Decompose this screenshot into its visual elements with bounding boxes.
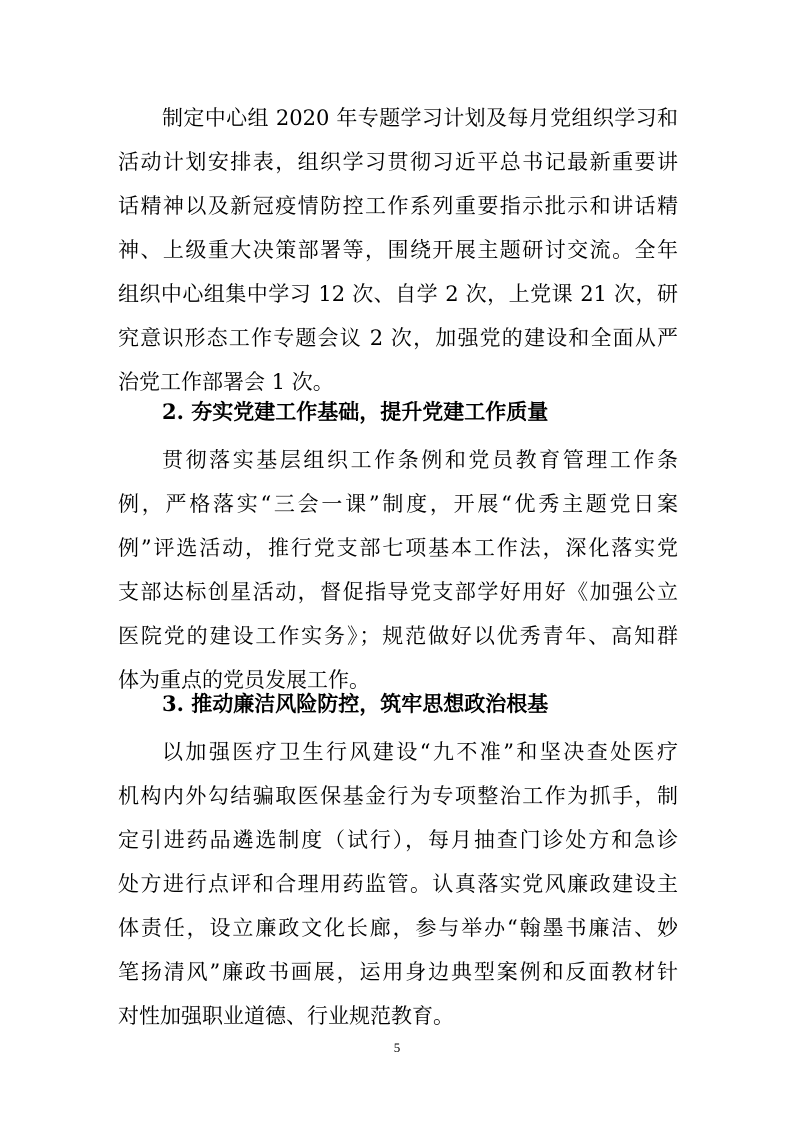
paragraph-line: 体为重点的党员发展工作。 bbox=[118, 668, 370, 692]
paragraph-line: 组织中心组集中学习 12 次、自学 2 次，上党课 21 次，研 bbox=[118, 282, 678, 306]
section-heading-party-building: 2. 夯实党建工作基础，提升党建工作质量 bbox=[162, 399, 549, 424]
paragraph-line: 究意识形态工作专题会议 2 次，加强党的建设和全面从严 bbox=[118, 326, 678, 350]
paragraph-line: 神、上级重大决策部署等，围绕开展主题研讨交流。全年 bbox=[118, 238, 678, 262]
paragraph-line: 医院党的建设工作实务》；规范做好以优秀青年、高知群 bbox=[118, 624, 678, 648]
page-number: 5 bbox=[393, 1040, 401, 1055]
paragraph-line: 机构内外勾结骗取医保基金行为专项整治工作为抓手，制 bbox=[118, 784, 678, 808]
paragraph-integrity bbox=[118, 730, 678, 1038]
paragraph-line: 体责任，设立廉政文化长廊，参与举办“翰墨书廉洁、妙 bbox=[118, 916, 678, 940]
paragraph-line: 处方进行点评和合理用药监管。认真落实党风廉政建设主 bbox=[118, 872, 678, 896]
paragraph-line: 支部达标创星活动，督促指导党支部学好用好《加强公立 bbox=[118, 580, 678, 604]
paragraph-line: 笔扬清风”廉政书画展，运用身边典型案例和反面教材针 bbox=[118, 960, 678, 984]
paragraph-line: 话精神以及新冠疫情防控工作系列重要指示批示和讲话精 bbox=[118, 194, 678, 218]
paragraph-line: 制定中心组 2020 年专题学习计划及每月党组织学习和 bbox=[162, 106, 678, 130]
paragraph-line: 例，严格落实“三会一课”制度，开展“优秀主题党日案 bbox=[118, 492, 678, 516]
paragraph-party-building bbox=[118, 438, 678, 702]
paragraph-line: 以加强医疗卫生行风建设“九不准”和坚决查处医疗 bbox=[162, 740, 678, 764]
paragraph-line: 治党工作部署会 1 次。 bbox=[118, 370, 334, 394]
paragraph-line: 贯彻落实基层组织工作条例和党员教育管理工作条 bbox=[162, 448, 678, 472]
paragraph-study-plan bbox=[118, 96, 678, 404]
paragraph-line: 对性加强职业道德、行业规范教育。 bbox=[118, 1004, 454, 1028]
section-heading-integrity: 3. 推动廉洁风险防控，筑牢思想政治根基 bbox=[162, 691, 549, 716]
paragraph-line: 活动计划安排表，组织学习贯彻习近平总书记最新重要讲 bbox=[118, 150, 678, 174]
paragraph-line: 例”评选活动，推行党支部七项基本工作法，深化落实党 bbox=[118, 536, 678, 560]
paragraph-line: 定引进药品遴选制度（试行），每月抽查门诊处方和急诊 bbox=[118, 828, 678, 852]
